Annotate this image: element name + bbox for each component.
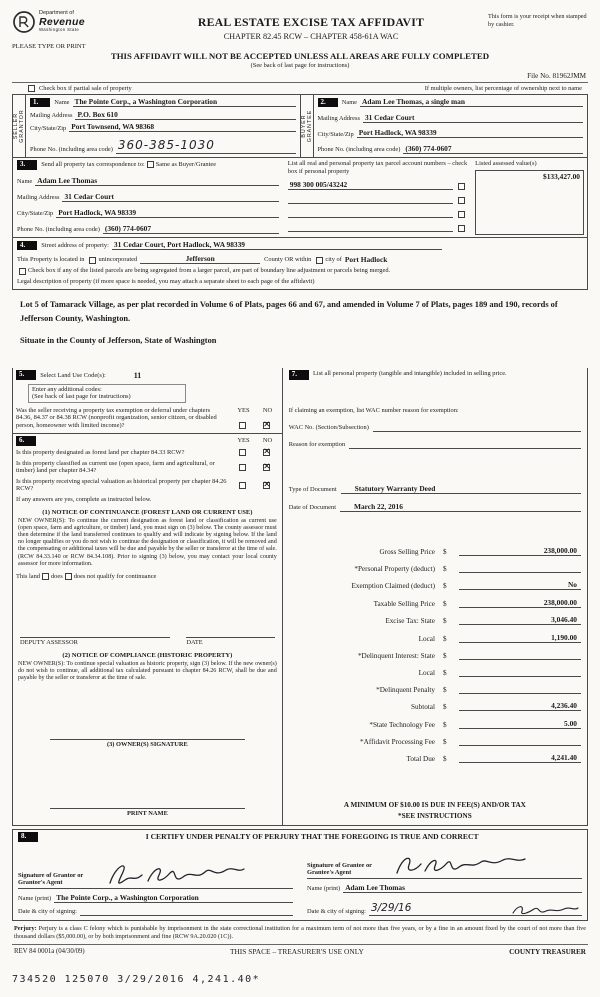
fee-value[interactable] [459, 684, 581, 694]
see-back-note: (See back of last page for instructions) [250, 62, 350, 69]
seller-city-field[interactable]: Port Townsend, WA 98368 [69, 122, 295, 132]
deputy-assessor-row [16, 637, 279, 647]
if-yes-note: If any answers are yes, complete as instructed below. [16, 495, 152, 503]
section-7 [283, 368, 587, 825]
dollar-sign: $ [442, 755, 447, 764]
fee-value[interactable]: 1,190.00 [459, 633, 581, 643]
certify-statement: I CERTIFY UNDER PENALTY OF PERJURY THAT THE FOREGOING IS TRUE AND CORRECT [145, 832, 479, 842]
seller-mailing-field[interactable]: P.O. Box 610 [75, 110, 295, 120]
minimum-due-note: A MINIMUM OF $10.00 IS DUE IN FEE(S) AND/OR TAX [343, 801, 526, 810]
does-qualify-checkbox[interactable] [42, 573, 49, 580]
correspondence-mailing-field[interactable]: 31 Cedar Court [62, 192, 278, 202]
buyer-grantee-section [300, 95, 588, 157]
fee-label: *State Technology Fee [369, 720, 435, 729]
section-3-number: 3. [17, 160, 37, 170]
revenue-logo-icon [12, 10, 36, 34]
fee-row-delinquent-interest-local [289, 667, 581, 677]
grantee-signature-area[interactable] [307, 842, 582, 880]
section-5-number: 5. [16, 370, 36, 380]
fee-row-excise-local [289, 633, 581, 643]
same-as-buyer-checkbox[interactable] [147, 161, 154, 168]
deputy-assessor-signature-line[interactable] [20, 637, 170, 638]
seller-side-word-1: SELLER [12, 112, 19, 140]
notice-continuance-title: (1) NOTICE OF CONTINUANCE (FOREST LAND OR CURRENT USE) [42, 508, 253, 516]
this-land-label: This land [16, 572, 40, 580]
grantee-date-city-field[interactable] [369, 897, 582, 916]
section-4-number: 4. [17, 241, 37, 251]
buyer-side-label [301, 95, 314, 157]
fee-label: *Delinquent Interest: State [357, 651, 435, 660]
dollar-sign: $ [442, 547, 447, 556]
dollar-sign: $ [442, 582, 447, 591]
dollar-sign: $ [442, 617, 447, 626]
correspondence-phone-label: Phone No. (including area code) [17, 226, 100, 234]
yes-header: YES [237, 406, 250, 414]
yes-header: YES [237, 437, 250, 445]
correspondence-name-field[interactable]: Adam Lee Thomas [35, 176, 279, 186]
grantor-date-city-field[interactable] [80, 907, 293, 916]
legal-description-text[interactable]: Lot 5 of Tamarack Village, as per plat recorded in Volume 6 of Plats, pages 66 and 67, and amended in Volume 7 of Plats, pages 189 and 190, records of Jefferson County, Washington. [20, 300, 558, 323]
header-center [134, 10, 488, 41]
grantee-date-city-label: Date & city of signing: [307, 908, 366, 916]
wac-number-label: WAC No. (Section/Subsection) [288, 423, 369, 431]
dollar-sign: $ [442, 651, 447, 660]
current-use-question-row [16, 460, 279, 475]
parcel-row [288, 195, 467, 204]
does-not-qualify-checkbox[interactable] [65, 573, 72, 580]
continuance-qualify-row [16, 573, 279, 581]
current-use-no-checkbox[interactable] [263, 464, 270, 471]
fee-label: *Affidavit Processing Fee [360, 737, 435, 746]
warning-line: THIS AFFIDAVIT WILL NOT BE ACCEPTED UNLESS ALL AREAS ARE FULLY COMPLETED [110, 51, 490, 61]
fee-value[interactable]: 4,236.40 [459, 701, 581, 711]
fee-row-taxable [289, 598, 581, 608]
deputy-date-line[interactable] [186, 637, 274, 638]
fee-label: Excise Tax: State [385, 617, 435, 626]
fee-value[interactable] [459, 736, 581, 746]
exemption-yes-checkbox[interactable] [239, 422, 246, 429]
correspondence-city-field[interactable]: Port Hadlock, WA 98339 [56, 208, 279, 218]
logo-dept-text: Department of [39, 10, 74, 17]
section-8 [12, 829, 588, 921]
fee-label: Subtotal [411, 703, 435, 712]
fee-value[interactable]: 5.00 [459, 719, 581, 729]
parcel-row [288, 180, 467, 190]
city-of-label: city of [325, 256, 342, 263]
print-name-row [16, 808, 279, 818]
assessed-value-box [475, 170, 584, 235]
current-use-yes-checkbox[interactable] [239, 464, 246, 471]
personal-property-checkbox-1[interactable] [458, 183, 465, 190]
historic-yes-checkbox[interactable] [239, 482, 246, 489]
dollar-sign: $ [442, 737, 447, 746]
buyer-city-label: City/State/Zip [317, 130, 354, 138]
parcel-number-field-empty[interactable] [288, 209, 453, 218]
dollar-sign: $ [442, 599, 447, 608]
section-3 [12, 158, 588, 238]
fee-row-technology-fee [289, 719, 581, 729]
unincorporated-checkbox[interactable] [89, 257, 96, 264]
grantee-name-print-label: Name (print) [307, 885, 341, 893]
fee-row-excise-state [289, 615, 581, 625]
notice-continuance-text: NEW OWNER(S): To continue the current designation as forest land or classification as current use (open space, farm and agriculture, or timber) land, you must sign on (3) below. The county assessor must then determine if the land transferred continues to qualify and will indicate by signing below. If the land no longer qualifies or you do not wish to continue the designation or classification, it will be removed and the compensating or additional taxes will be due and payable by the seller or transferor at the time of sale. (RCW 84.33.140 or RCW 84.34.108). Prior to signing (3) below, you may contact your local county assessor for more information. [18, 517, 277, 567]
correspondence-name-label: Name [17, 178, 33, 186]
perjury-notice [12, 925, 588, 940]
date-of-document-field[interactable]: March 22, 2016 [340, 502, 581, 512]
seller-name-field[interactable]: The Pointe Corp., a Washington Corporation [73, 97, 296, 107]
print-name-label: PRINT NAME [126, 810, 168, 818]
fee-row-processing-fee [289, 736, 581, 746]
seller-side-label [13, 95, 26, 157]
reason-exemption-field[interactable] [349, 440, 581, 449]
parcel-number-field-empty[interactable] [288, 195, 453, 204]
personal-property-checkbox-4[interactable] [458, 225, 465, 232]
section-6 [13, 434, 282, 825]
file-number: File No. 81962JMM [527, 72, 586, 80]
fee-value[interactable] [459, 650, 581, 660]
section-1-number: 1. [30, 98, 50, 108]
dollar-sign: $ [442, 564, 447, 573]
seller-city-label: City/State/Zip [30, 124, 67, 132]
grantee-signature-label: Signature of Grantee or Grantee's Agent [307, 861, 372, 877]
section-6-number: 6. [16, 436, 36, 446]
dept-of-revenue-logo [12, 10, 134, 34]
buyer-city-field[interactable]: Port Hadlock, WA 98339 [357, 128, 583, 138]
parties-section [12, 94, 588, 158]
type-of-document-label: Type of Document [288, 486, 337, 494]
seller-grantor-section [13, 95, 300, 157]
fee-row-exemption-claimed [289, 580, 581, 590]
segregated-label: Check box if any of the listed parcels are being segregated from a larger parcel, are part of boundary line adjustment or parcels being merged. [28, 267, 391, 275]
unincorporated-label: unincorporated [98, 256, 138, 263]
grantee-date-handwriting: 3/29/16 [370, 902, 412, 914]
no-header: NO [262, 437, 273, 445]
no-header: NO [262, 406, 273, 414]
form-title: REAL ESTATE EXCISE TAX AFFIDAVIT [197, 15, 425, 29]
parcel-number-field-empty[interactable] [288, 223, 453, 232]
tax-exemption-question: Was the seller receiving a property tax exemption or deferral under chapters 84.36, 84.37 or 84.38 RCW (nonprofit organization, senior citizen, or disabled person, homeowner with limited income)? [16, 406, 217, 429]
grantor-printed-name-field[interactable]: The Pointe Corp., a Washington Corporation [54, 893, 293, 903]
fee-label: Local [418, 668, 435, 677]
print-name-line[interactable] [50, 808, 245, 809]
section-7-number: 7. [289, 370, 309, 380]
perjury-label: Perjury: [14, 925, 37, 932]
correspondence-phone-field[interactable]: (360) 774-0607 [103, 224, 279, 234]
city-field[interactable]: Port Hadlock [344, 254, 388, 264]
buyer-name-field[interactable]: Adam Lee Thomas, a single man [360, 97, 583, 107]
logo-revenue-text: Revenue [39, 16, 85, 29]
current-use-question: Is this property classified as current use (open space, farm and agricultural, or timber) land per chapter 84.34? [16, 459, 215, 475]
header-left [12, 10, 134, 50]
segregated-checkbox[interactable] [19, 268, 26, 275]
assessed-value-header: Listed assessed value(s) [475, 160, 537, 167]
wac-number-field[interactable] [373, 423, 581, 432]
form-chapter-line: CHAPTER 82.45 RCW – CHAPTER 458-61A WAC [223, 32, 399, 41]
grantee-signature-block [307, 842, 582, 917]
dollar-sign: $ [442, 720, 447, 729]
personal-property-label: List all personal property (tangible and intangible) included in selling price. [313, 370, 507, 377]
dollar-sign: $ [442, 634, 447, 643]
personal-property-checkbox-3[interactable] [458, 211, 465, 218]
header [12, 10, 588, 50]
fee-value[interactable] [459, 667, 581, 677]
perjury-text: Perjury is a class C felony which is punishable by imprisonment in the state correctional institution for a maximum term of not more than five years, or by a fine in an amount fixed by the court of not more than five thousand dollars ($5,000.00), or by both imprisonment and fine (RCW 9A.20.020 (1C)). [14, 925, 587, 940]
fee-value[interactable]: 4,241.40 [459, 753, 581, 763]
situate-line: Situate in the County of Jefferson, State of Washington [20, 336, 217, 345]
cashier-stamp: 734520 125070 3/29/2016 4,241.40* [12, 974, 261, 986]
see-back-instructions: (See back of last page for instructions) [32, 393, 131, 401]
parcel-number-field[interactable]: 998 300 005/43242 [288, 180, 453, 190]
does-not-label: does not qualify for continuance [73, 572, 157, 580]
exemption-no-checkbox[interactable] [263, 422, 270, 429]
please-type-label: PLEASE TYPE OR PRINT [12, 43, 86, 50]
buyer-phone-label: Phone No. (including area code) [317, 146, 401, 154]
fee-label: Local [418, 634, 435, 643]
treasurer-space-label: THIS SPACE – TREASURER'S USE ONLY [229, 947, 364, 957]
fee-value[interactable] [459, 563, 581, 573]
seller-mailing-label: Mailing Address [30, 112, 73, 120]
grantee-signature [391, 851, 531, 883]
owner-signature-label: (3) OWNER(S) SIGNATURE [106, 741, 188, 749]
fee-row-personal-property [289, 563, 581, 573]
receipt-note: This form is your receipt when stamped by cashier. [488, 13, 587, 28]
fee-label: Taxable Selling Price [373, 599, 435, 608]
section-4 [12, 238, 588, 290]
fee-table [289, 546, 581, 771]
buyer-side-word-2: GRANTEE [306, 109, 313, 143]
land-use-code-field[interactable]: 11 [133, 370, 142, 380]
section-8-number: 8. [18, 832, 38, 842]
buyer-mailing-field[interactable]: 31 Cedar Court [363, 113, 583, 123]
multiple-owners-note: If multiple owners, list percentage of ownership next to name [424, 85, 582, 92]
does-label: does [50, 572, 63, 580]
seller-side-word-2: GRANTOR [19, 109, 25, 143]
grantor-signature [102, 859, 252, 893]
partial-sale-row [12, 82, 588, 94]
legal-description-label: Legal description of property (if more space is needed, you may attach a separate sheet to each page of the affidavit) [17, 278, 315, 286]
personal-property-checkbox-2[interactable] [458, 197, 465, 204]
fee-row-total-due [289, 753, 581, 763]
owner-signature-row [16, 739, 279, 749]
grantor-signature-block [18, 842, 293, 917]
legal-description-area [12, 290, 588, 368]
additional-codes-box[interactable] [28, 384, 186, 403]
seller-phone-handwriting: 360-385-1030 [117, 137, 215, 152]
see-instructions-note: *SEE INSTRUCTIONS [398, 812, 472, 821]
historic-question: Is this property receiving special valuation as historical property per chapter 84.26 RCW? [16, 477, 227, 493]
owner-signature-line[interactable] [50, 739, 245, 740]
fee-label: Total Due [406, 755, 435, 764]
forest-land-question-row [16, 449, 279, 457]
middle-columns [12, 368, 588, 826]
logo-text [39, 11, 85, 32]
buyer-name-label: Name [341, 99, 358, 107]
fee-value[interactable]: 238,000.00 [459, 546, 581, 556]
form-revision-number: REV 84 0001a (04/30/09) [14, 948, 85, 956]
correspondence-city-label: City/State/Zip [17, 210, 54, 218]
fee-row-gross [289, 546, 581, 556]
grantee-city-handwriting [510, 903, 580, 917]
deputy-date-label: DATE [186, 639, 203, 647]
deputy-assessor-label: DEPUTY ASSESSOR [20, 639, 78, 647]
fee-label: Gross Selling Price [379, 547, 435, 556]
forest-no-checkbox[interactable] [263, 449, 270, 456]
located-in-label: This Property is located in [17, 256, 85, 263]
type-of-document-field[interactable]: Statutory Warranty Deed [341, 484, 581, 494]
county-or-within-label: County OR within [264, 256, 312, 263]
partial-sale-label: Check box if partial sale of property [39, 85, 132, 92]
reason-exemption-label: Reason for exemption [288, 440, 346, 448]
send-correspondence-label: Send all property tax correspondence to: [41, 160, 145, 168]
grantor-signature-label: Signature of Grantor or Grantor's Agent [18, 871, 84, 887]
dollar-sign: $ [442, 685, 447, 694]
fee-label: *Personal Property (deduct) [354, 564, 435, 573]
fee-row-delinquent-penalty [289, 684, 581, 694]
partial-sale-checkbox[interactable] [28, 85, 35, 92]
historic-no-checkbox[interactable] [263, 482, 270, 489]
grantee-printed-name-field[interactable]: Adam Lee Thomas [343, 883, 582, 893]
logo-state-text: Washington State [39, 27, 80, 33]
bottom-row [12, 944, 588, 956]
parcel-row [288, 223, 467, 232]
fee-value[interactable]: 3,046.40 [459, 615, 581, 625]
grantor-name-print-label: Name (print) [18, 895, 52, 903]
grantor-signature-area[interactable] [18, 842, 293, 890]
date-of-document-label: Date of Document [288, 504, 336, 512]
forest-yes-checkbox[interactable] [239, 449, 246, 456]
county-field[interactable]: Jefferson [140, 254, 260, 264]
forest-land-question: Is this property designated as forest land per chapter 84.33 RCW? [16, 448, 185, 456]
parcel-row [288, 209, 467, 218]
street-address-field[interactable]: 31 Cedar Court, Port Hadlock, WA 98339 [112, 240, 442, 250]
additional-codes-label: Enter any additional codes: [32, 385, 102, 393]
seller-name-label: Name [54, 99, 70, 107]
exemption-claim-label: If claiming an exemption, list WAC number reason for exemption: [288, 406, 459, 414]
buyer-phone-field[interactable]: (360) 774-0607 [403, 144, 583, 154]
historic-question-row [16, 478, 279, 493]
fee-label: Exemption Claimed (deduct) [351, 582, 435, 591]
street-address-label: Street address of property: [41, 242, 109, 250]
seller-phone-field[interactable] [116, 135, 296, 154]
dollar-sign: $ [442, 703, 447, 712]
land-use-label: Select Land Use Code(s): [40, 371, 106, 379]
notice-compliance-text: NEW OWNER(S): To continue special valuation as historic property, sign (3) below. If the new owner(s) do not wish to continue, all additional tax calculated pursuant to chapter 84.26 RCW, shall be due and payable by the seller or transferor at the time of sale. [18, 660, 277, 682]
seller-phone-label: Phone No. (including area code) [30, 146, 113, 154]
correspondence-mailing-label: Mailing Address [17, 194, 60, 202]
fee-value[interactable]: 238,000.00 [459, 598, 581, 608]
fee-value[interactable]: No [459, 580, 581, 590]
grantor-date-city-label: Date & city of signing: [18, 908, 77, 916]
fee-row-delinquent-interest-state [289, 650, 581, 660]
dollar-sign: $ [442, 668, 447, 677]
city-checkbox[interactable] [316, 257, 323, 264]
buyer-mailing-label: Mailing Address [317, 115, 360, 123]
section-5 [13, 368, 282, 434]
buyer-side-word-1: BUYER [300, 114, 307, 138]
parcel-numbers-header: List all real and personal property tax parcel account numbers – check box if personal property [287, 160, 468, 175]
county-treasurer-label: COUNTY TREASURER [509, 947, 586, 956]
assessed-value-field[interactable]: $133,427.00 [543, 171, 580, 181]
header-right [488, 10, 588, 28]
notice-compliance-title: (2) NOTICE OF COMPLIANCE (HISTORIC PROPERTY) [62, 651, 233, 659]
fee-label: *Delinquent Penalty [376, 685, 435, 694]
section-2-number: 2. [318, 98, 338, 108]
same-as-buyer-label: Same as Buyer/Grantee [155, 160, 217, 168]
fee-row-subtotal [289, 701, 581, 711]
